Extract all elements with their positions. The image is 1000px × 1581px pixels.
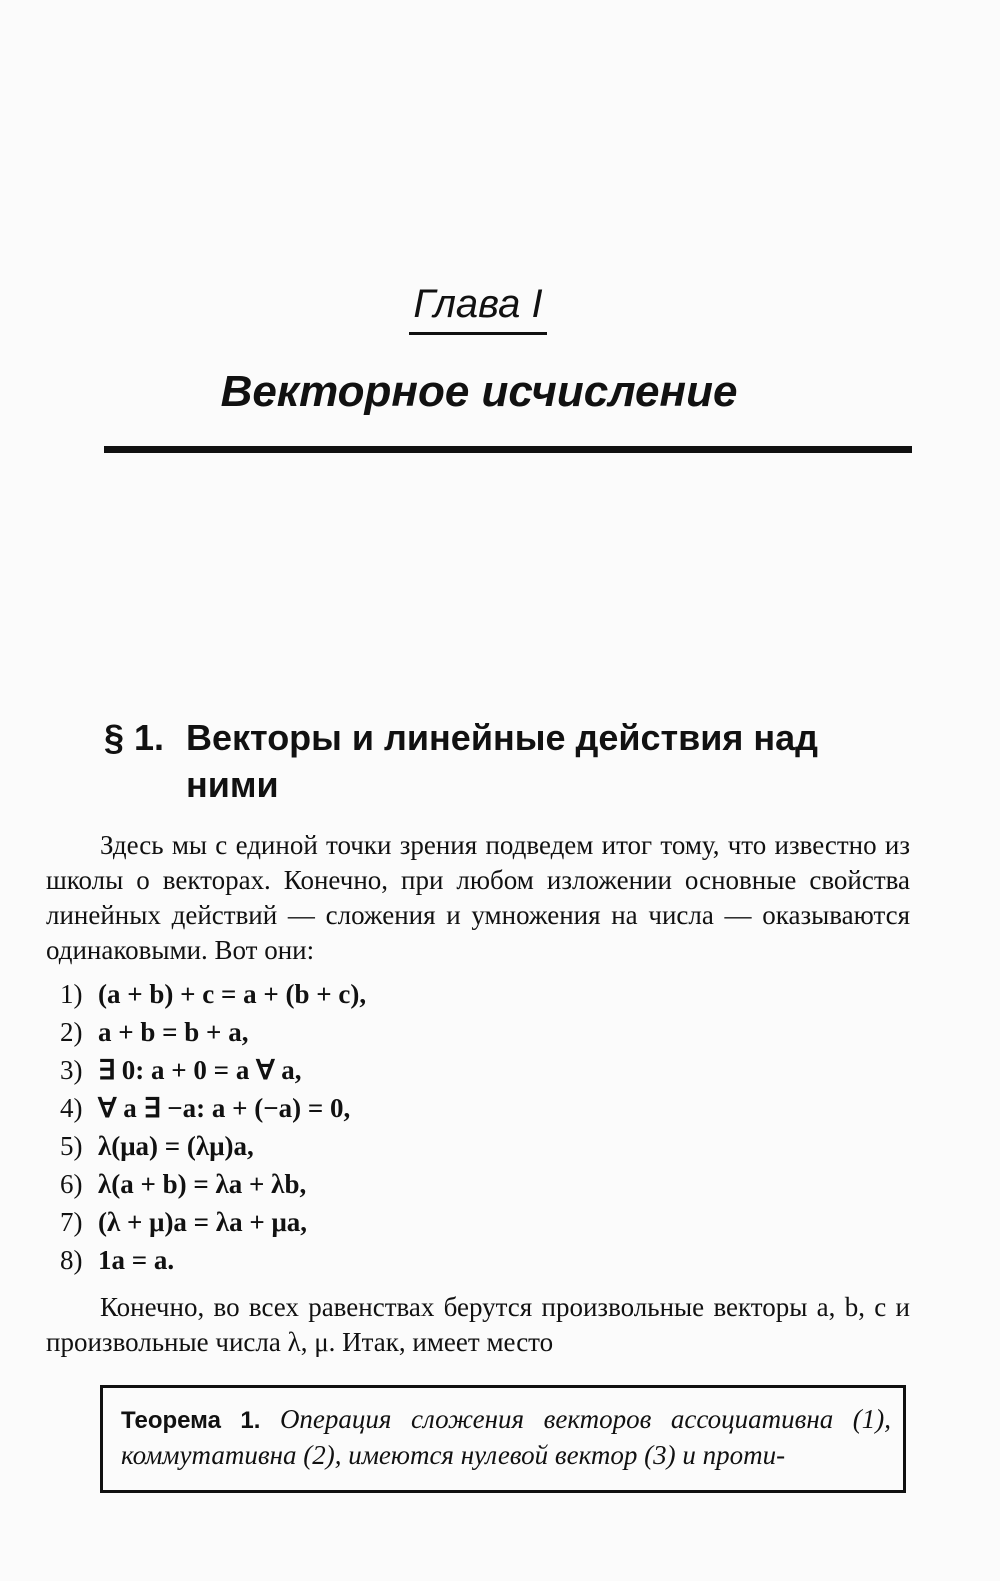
theorem-body: Операция сложения векторов ассоциативна (1), коммутативна (2), имеются нулевой вектор (3) и проти- [121, 1404, 891, 1470]
theorem-box [100, 1385, 906, 1493]
intro-paragraph: Здесь мы с единой точки зрения подведем итог тому, что известно из школы о векторах. Конечно, при любом изложении основные свойства линейных действий — сложения и умножения на числа — оказываются одинаковыми. Вот они: [46, 830, 910, 965]
list-item [60, 1051, 366, 1089]
section-number: § 1. [104, 717, 165, 758]
property-formula: λ(μa) = (λμ)a, [98, 1131, 254, 1161]
list-item [60, 1127, 366, 1165]
chapter-title: Векторное исчисление [220, 367, 738, 416]
theorem-text [121, 1402, 891, 1473]
property-index: 7) [60, 1207, 83, 1237]
list-item [60, 975, 366, 1013]
list-item [60, 1089, 366, 1127]
properties-list [60, 975, 366, 1279]
property-index: 2) [60, 1017, 83, 1047]
property-index: 5) [60, 1131, 83, 1161]
property-formula: (λ + μ)a = λa + μa, [98, 1207, 308, 1237]
summary-paragraph: Конечно, во всех равенствах берутся произвольные векторы a, b, c и произвольные числа λ, μ. Итак, имеет место [46, 1292, 910, 1357]
list-item [60, 1165, 366, 1203]
chapter-label-text: Глава I [409, 278, 546, 335]
property-index: 8) [60, 1245, 83, 1275]
list-item [60, 1013, 366, 1051]
theorem-label: Теорема 1. [121, 1407, 261, 1434]
property-formula: a + b = b + a, [98, 1017, 249, 1047]
property-index: 6) [60, 1169, 83, 1199]
property-formula: (a + b) + c = a + (b + c), [98, 979, 367, 1009]
list-item [60, 1241, 366, 1279]
property-formula: ∀ a ∃ −a: a + (−a) = 0, [98, 1093, 351, 1123]
chapter-divider [104, 446, 912, 453]
property-index: 1) [60, 979, 83, 1009]
property-formula: λ(a + b) = λa + λb, [98, 1169, 307, 1199]
list-item [60, 1203, 366, 1241]
property-formula: 1a = a. [98, 1245, 175, 1275]
property-formula: ∃ 0: a + 0 = a ∀ a, [98, 1055, 302, 1085]
section-title: Векторы и линейные действия над ними [186, 717, 819, 805]
chapter-label [0, 278, 956, 335]
property-index: 4) [60, 1093, 83, 1123]
property-index: 3) [60, 1055, 83, 1085]
